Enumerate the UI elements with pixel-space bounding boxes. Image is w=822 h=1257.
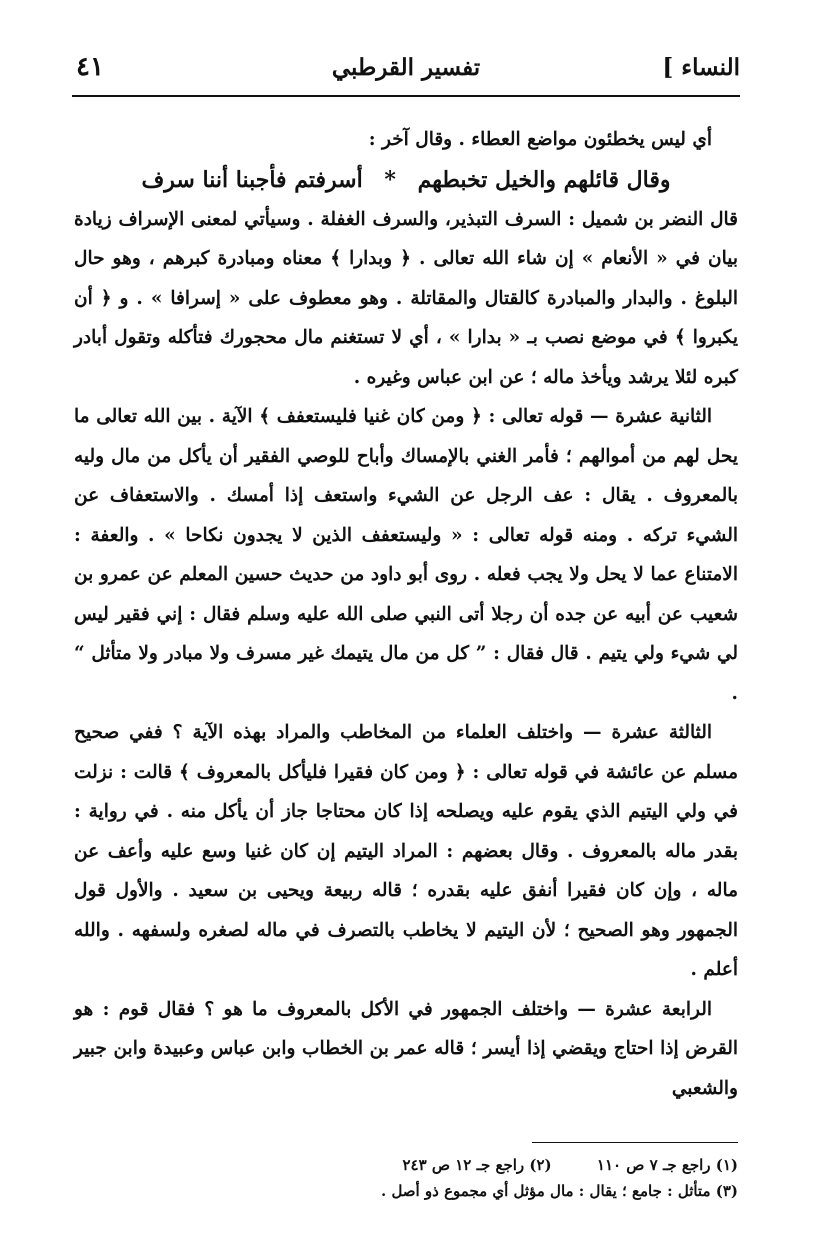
verse-hemistich-1: وقال قائلهم والخيل تخبطهم — [417, 166, 671, 193]
footnote-line — [74, 1152, 738, 1178]
footnote-1: (١) راجع جـ ٧ ص ١١٠ — [596, 1156, 738, 1174]
verse-hemistich-2: أسرفتم فأجبنا أننا سرف — [141, 166, 363, 193]
header-divider — [72, 95, 740, 97]
book-title: تفسير القرطبي — [331, 54, 481, 81]
poetry-verse — [74, 160, 738, 200]
footnote-3: (٣) متأثل : جامع ؛ يقال : مال مؤثل أي مجموع ذو أصل . — [381, 1182, 738, 1200]
page-header — [72, 50, 740, 94]
surah-name: النساء ] — [662, 54, 740, 81]
footnote-2: (٢) راجع جـ ١٢ ص ٢٤٣ — [402, 1156, 552, 1174]
paragraph-fourteenth-issue: الرابعة عشرة — واختلف الجمهور في الأكل بالمعروف ما هو ؟ فقال قوم : هو القرض إذا احتاج ويقضي إذا أيسر ؛ قاله عمر بن الخطاب وابن عباس وعبيدة وابن جبير والشعبي — [74, 998, 738, 1099]
body-text — [74, 120, 738, 1108]
page-number: ٤١ — [76, 52, 104, 82]
verse-separator: * — [384, 166, 396, 193]
footnotes — [74, 1152, 738, 1204]
paragraph-twelfth-issue: الثانية عشرة — قوله تعالى : ﴿ ومن كان غنيا فليستعفف ﴾ الآية . بين الله تعالى ما يحل لهم من أموالهم ؛ فأمر الغني بالإمساك وأباح للوصي الفقير أن يأكل من مال وليه بالمعروف . يقال : عف الرجل عن الشيء واستعف إذا أمسك . والاستعفاف عن الشيء تركه . ومنه قوله تعالى : « وليستعفف الذين لا يجدون نكاحا » . والعفة : الامتناع عما لا يحل ولا يجب فعله . روى أبو داود من حديث حسين المعلم عن عمرو بن شعيب عن أبيه عن جده أن رجلا أتى النبي صلى الله عليه وسلم فقال : إني فقير ليس لي شيء ولي يتيم . قال فقال : ” كل من مال يتيمك غير مسرف ولا مبادر ولا متأثل “ . — [74, 406, 738, 704]
footnote-divider — [532, 1142, 738, 1143]
paragraph-thirteenth-issue: الثالثة عشرة — واختلف العلماء من المخاطب والمراد بهذه الآية ؟ ففي صحيح مسلم عن عائشة في قوله تعالى : ﴿ ومن كان فقيرا فليأكل بالمعروف ﴾ قالت : نزلت في ولي اليتيم الذي يقوم عليه ويصلحه إذا كان محتاجا جاز أن يأكل منه . في رواية : بقدر ماله بالمعروف . وقال بعضهم : المراد اليتيم إن كان غنيا وسع عليه وأعف عن ماله ، وإن كان فقيرا أنفق عليه بقدره ؛ قاله ربيعة ويحيى بن سعيد . والأول قول الجمهور وهو الصحيح ؛ لأن اليتيم لا يخاطب بالتصرف في ماله لصغره ولسفهه . والله أعلم . — [74, 722, 738, 980]
paragraph-nadr-ibn-shumayl: قال النضر بن شميل : السرف التبذير، والسرف الغفلة . وسيأتي لمعنى الإسراف زيادة بيان في « الأنعام » إن شاء الله تعالى . ﴿ وبدارا ﴾ معناه ومبادرة كبرهم ، وهو حال البلوغ . والبدار والمبادرة كالقتال والمقاتلة . وهو معطوف على « إسرافا » . و ﴿ أن يكبروا ﴾ في موضع نصب بـ « بدارا » ، أي لا تستغنم مال محجورك فتأكله وتقول أبادر كبره لئلا يرشد ويأخذ ماله ؛ عن ابن عباس وغيره . — [74, 208, 738, 388]
intro-line: أي ليس يخطئون مواضع العطاء . وقال آخر : — [368, 129, 712, 150]
